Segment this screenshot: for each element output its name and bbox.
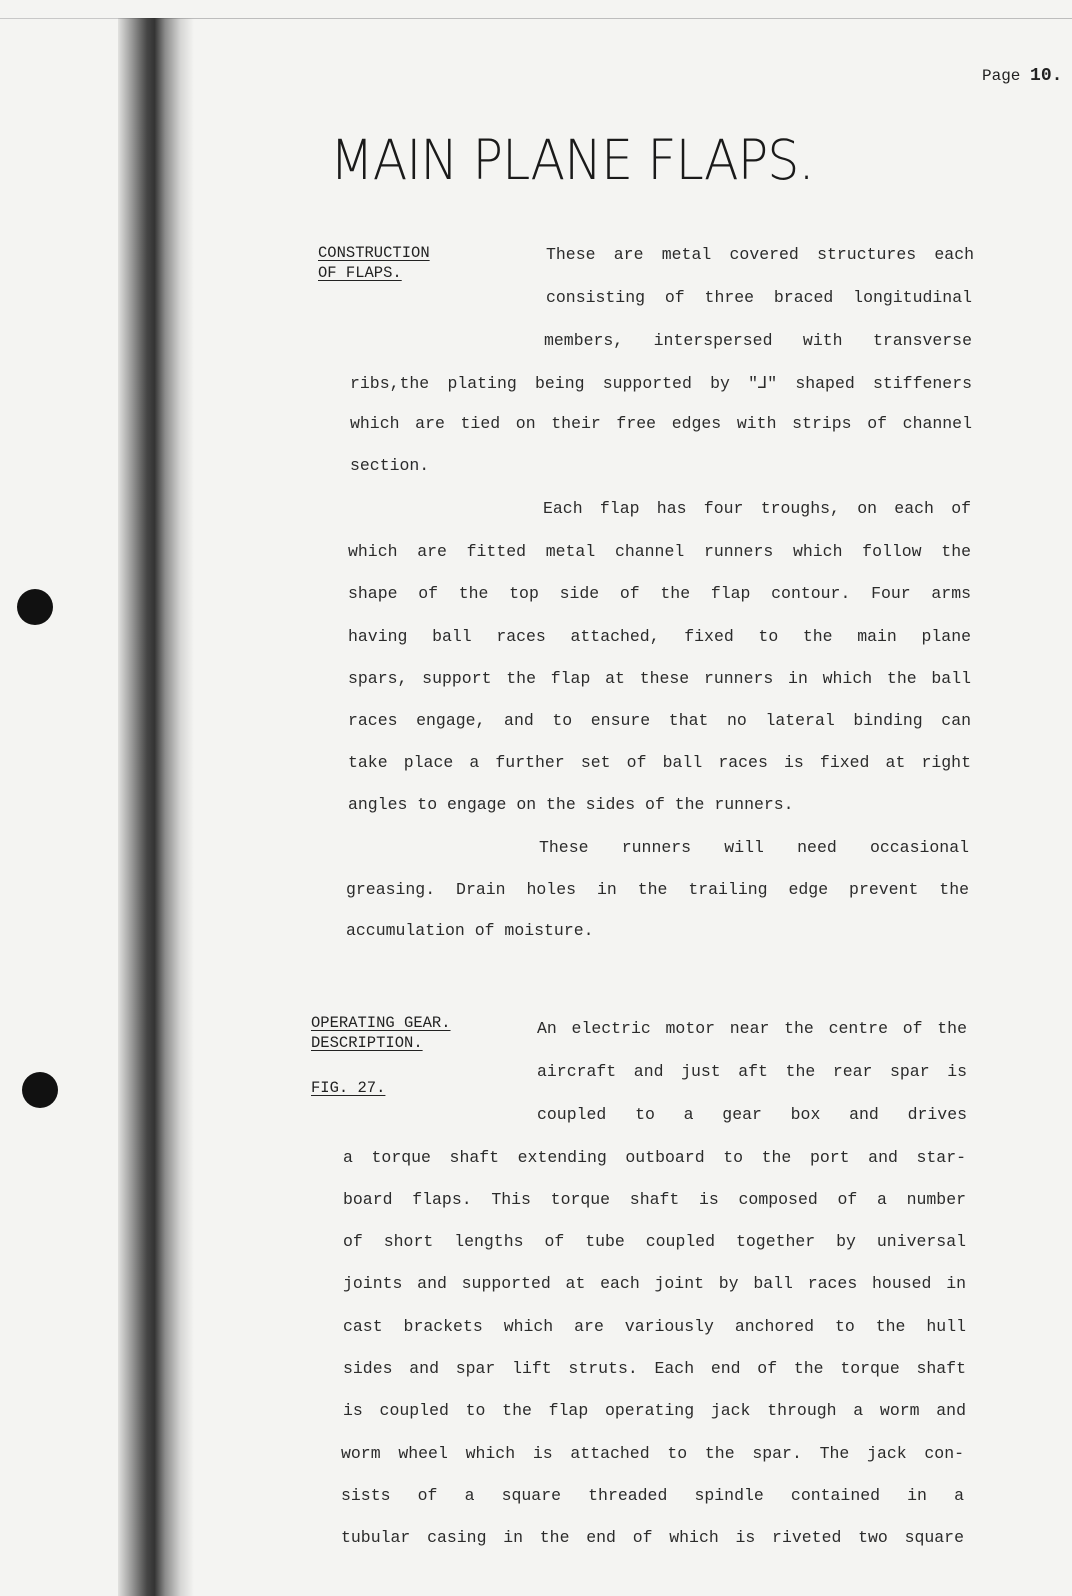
text-line: These are metal covered structures each [546, 245, 974, 264]
text-line: members, interspersed with transverse [544, 331, 972, 350]
text-line: which are tied on their free edges with strips of channel [350, 414, 972, 433]
heading-line: OF FLAPS. [318, 264, 402, 282]
heading-line: CONSTRUCTION [318, 244, 430, 262]
figure-label: FIG. 27. [311, 1079, 386, 1097]
punch-hole [22, 1072, 58, 1108]
text-line: angles to engage on the sides of the runners. [348, 795, 794, 814]
text-line: greasing. Drain holes in the trailing edge prevent the [346, 880, 969, 899]
text-line: having ball races attached, fixed to the main plane [348, 627, 971, 646]
text-line: a torque shaft extending outboard to the port and star- [343, 1148, 966, 1167]
heading-line: OPERATING GEAR. [311, 1014, 451, 1032]
page-title: MAIN PLANE FLAPS. [330, 128, 814, 192]
page-number [982, 66, 1062, 86]
page-label: Page [982, 67, 1021, 85]
text-line: which are fitted metal channel runners which follow the [348, 542, 971, 561]
text-line: sists of a square threaded spindle contained in a [341, 1486, 964, 1505]
text-line: joints and supported at each joint by ball races housed in [343, 1274, 966, 1293]
text-line: take place a further set of ball races is fixed at right [348, 753, 971, 772]
text-line: ribs,the plating being supported by "⅃" shaped stiffeners [350, 374, 972, 393]
text-line: races engage, and to ensure that no lateral binding can [348, 711, 971, 730]
text-line: worm wheel which is attached to the spar. The jack con- [341, 1444, 964, 1463]
text-line: sides and spar lift struts. Each end of the torque shaft [343, 1359, 966, 1378]
text-line: board flaps. This torque shaft is composed of a number [343, 1190, 966, 1209]
text-line: These runners will need occasional [539, 838, 969, 857]
text-line: An electric motor near the centre of the [537, 1019, 967, 1038]
text-line: of short lengths of tube coupled together by universal [343, 1232, 966, 1251]
text-line: Each flap has four troughs, on each of [543, 499, 971, 518]
text-line: aircraft and just aft the rear spar is [537, 1062, 967, 1081]
punch-hole [17, 589, 53, 625]
section-heading-construction [318, 243, 430, 283]
section-heading-operating-gear [311, 1013, 451, 1053]
page-number-value: 10. [1030, 66, 1063, 86]
text-line: coupled to a gear box and drives [537, 1105, 967, 1124]
text-line: is coupled to the flap operating jack through a worm and [343, 1401, 966, 1420]
text-line: cast brackets which are variously anchored to the hull [343, 1317, 966, 1336]
text-line: consisting of three braced longitudinal [546, 288, 972, 307]
text-line: shape of the top side of the flap contour. Four arms [348, 584, 971, 603]
text-line: spars, support the flap at these runners in which the ball [348, 669, 971, 688]
heading-line: DESCRIPTION. [311, 1034, 423, 1052]
figure-reference [311, 1078, 385, 1098]
text-line: tubular casing in the end of which is riveted two square [341, 1528, 964, 1547]
binding-shadow [118, 18, 194, 1596]
paper-edge [150, 18, 1072, 19]
text-line: accumulation of moisture. [346, 921, 594, 940]
text-line: section. [350, 456, 430, 475]
